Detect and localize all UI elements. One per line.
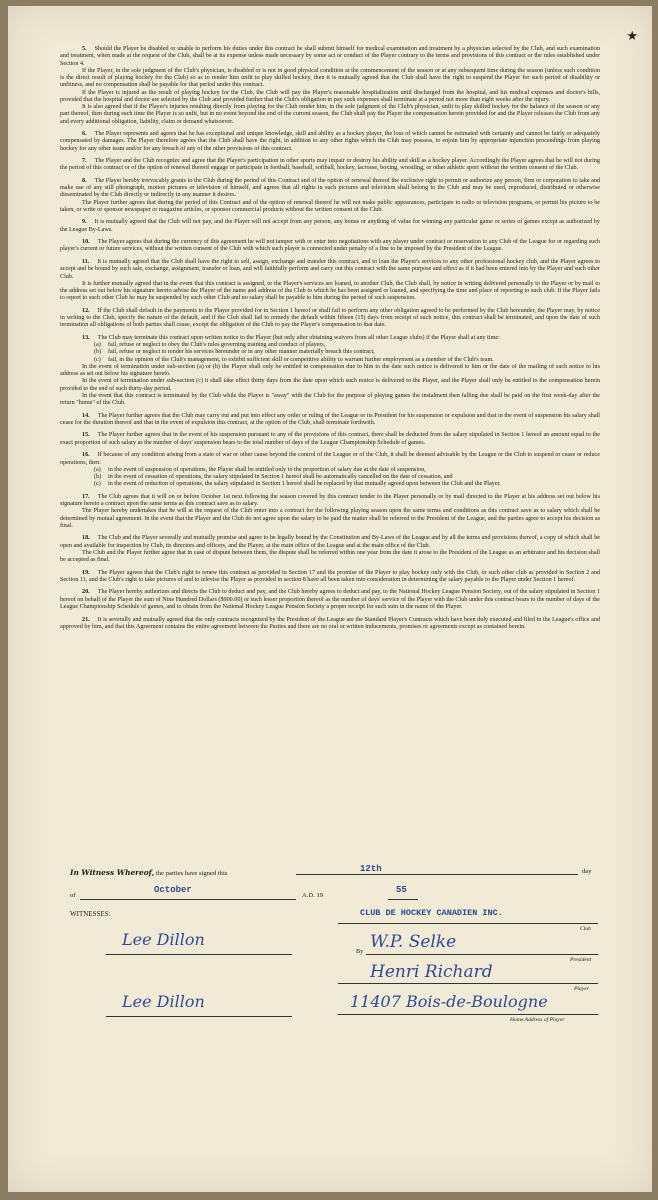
witness-signature-1: Lee Dillon	[122, 930, 205, 949]
section-paragraph	[60, 281, 600, 303]
sub-item	[60, 349, 600, 356]
section-text: The Player hereby irrevocably grants to the Club during the period of this Contract and of the option of renewal thereof the exclusive right to permit or authorize any person, firm or corporation to take and make use of any still photograph, motion pictures or television of himself, and agrees that all rights in such pictures and television shall belong to the Club and may be used, reproduced, distributed or otherwise disseminated by the Club directly or indirectly in any manner it desires.	[60, 177, 600, 199]
year-value: 55	[396, 885, 407, 895]
section-paragraph	[60, 364, 600, 379]
sub-item-text: fail, refuse or neglect to render his services hereunder or in any other manner materially breach this contract,	[108, 349, 375, 356]
sub-item-label: (a)	[94, 466, 101, 473]
in-witness-text: the parties have signed this	[155, 870, 228, 877]
section-11	[60, 432, 600, 447]
section-number: 16.	[82, 452, 90, 459]
section-text: The Club and the Player further agree that in case of dispute between them, the dispute shall be referred within one year from the date it arose to the President of the League as an arbitrator and his decision shall be accepted as final.	[60, 549, 600, 564]
player-label: Player	[574, 986, 589, 992]
section-number: 8.	[82, 177, 87, 184]
section-1	[60, 46, 600, 126]
section-10	[60, 413, 600, 428]
ad-label: A.D. 19	[302, 892, 324, 899]
section-paragraph	[60, 589, 600, 611]
section-number: 10.	[82, 239, 90, 246]
section-text: The Player further agrees that in the event of his suspension pursuant to any of the provisions of this contract, there shall be deducted from the salary stipulated in Section 1 hereof an amount equal to the exact proportion of such salary as the number of days' suspension bears to the total number of days of the League Championship Schedule of games.	[60, 432, 600, 446]
section-text: The Player represents and agrees that he has exceptional and unique knowledge, skill and ability as a hockey player, the loss of which cannot be estimated with certainty and cannot be fairly or adequately compensated by damages. The Player therefore agrees that the Club shall have the right, in addition to any other rights which the Club may possess, to enjoin him by appropriate injunction proceedings from playing hockey for any other team and/or for any breach of any of the other provisions of this contract.	[60, 131, 600, 152]
section-paragraph	[60, 46, 600, 68]
section-text: If the Club shall default in the payments to the Player provided for in Section 1 hereof or shall fail to perform any other obligation agreed to be performed by the Club hereunder, the Player may, by notice in writing to the Club, specify the nature of the default, and if the Club shall fail to remedy the default within fifteen (15) days from receipt of such notice, this contract shall be terminated, and upon the date of such termination all obligations of both parties shall cease, except the obligation of the Club to pay the Player's compensation to that date.	[60, 307, 600, 329]
section-text: It is mutually agreed that the Club will not pay, and the Player will not accept from any person, any bonus or anything of value for winning any particular game or series of games except as authorized by the League By-Laws.	[60, 219, 600, 233]
sub-items	[60, 342, 600, 364]
player-line	[338, 983, 598, 984]
section-paragraph	[60, 178, 600, 200]
sub-item-text: fail, in the opinion of the Club's management, to exhibit sufficient skill or competitive ability to warrant further employment as a member of the Club's team.	[108, 356, 494, 363]
club-label: Club	[580, 926, 591, 932]
section-paragraph	[60, 200, 600, 215]
address-line	[338, 1014, 598, 1015]
section-6	[60, 239, 600, 254]
sub-item	[60, 481, 600, 488]
section-8	[60, 308, 600, 330]
of-label: of	[70, 892, 76, 899]
section-text: The Club agrees that it will on or before October 1st next following the season covered by this contract tender to the Player personally or by mail directed to the Player at his address set out below his signature hereto a contract upon the same terms as this contract save as to salary.	[60, 493, 600, 508]
address-signature: 11407 Bois-de-Boulogne	[350, 992, 548, 1011]
sub-item	[60, 357, 600, 364]
witness-line-2	[106, 1016, 292, 1017]
section-text: The Player hereby undertakes that he will at the request of the Club enter into a contract for the following playing season upon the same terms and conditions as this contract save as to salary which shall be determined by mutual agreement. In the event that the Player and the Club do not agree upon the salary to be paid the matter shall be referred to the President of the League, and the parties agree to accept his decision as final.	[60, 508, 600, 529]
month-value: October	[154, 885, 192, 895]
sub-item-label: (b)	[94, 474, 102, 481]
section-number: 14.	[82, 412, 90, 419]
section-5	[60, 219, 600, 234]
day-line	[296, 874, 578, 875]
section-paragraph	[60, 68, 600, 90]
section-text: The Player hereby authorizes and directs the Club to deduct and pay, and the Club hereby agrees to deduct and pay, to the National Hockey League Pension Society, out of the salary stipulated in Section 1 hereof on behalf of the Player the sum of Nine Hundred Dollars ($900.00) or such lesser proportion thereof as the number of days' service of the Player with the Club under this contract bears to the number of days of the League Championship Schedule of games, and to obtain from the National Hockey League Pension Society a proper receipt for such sum in the name of the Player.	[60, 589, 600, 610]
section-number: 17.	[82, 493, 90, 500]
sub-item-text: in the event of suspension of operations, the Player shall be entitled only to the proportion of salary due at the date of suspension,	[108, 466, 426, 473]
section-16	[60, 589, 600, 611]
section-paragraph	[60, 259, 600, 281]
section-text: If because of any condition arising from a state of war or other cause beyond the control of the League or of the Club, it shall be deemed advisable by the League or the Club to suspend or cease or reduce operations, then:	[60, 452, 600, 466]
sub-item-text: in the event of reduction of operations, the salary stipulated in Section 1 hereof shall be replaced by that mutually agreed upon between the Club and the Player.	[108, 481, 501, 488]
section-number: 18.	[82, 535, 90, 542]
section-number: 15.	[82, 432, 90, 439]
section-paragraph	[60, 535, 600, 550]
day-value: 12th	[360, 864, 382, 874]
month-line	[80, 899, 296, 900]
section-text: In the event that this contract is terminated by the Club while the Player is "away" with the Club for the purpose of playing games the instalment then falling due shall be paid on the first week-day after the return "home" of the Club.	[60, 392, 600, 407]
section-text: In the event of termination under sub-section (a) or (b) the Player shall only be entitled to compensation due to him to the date such notice is delivered to him or the date of the mailing of such notice to his address as set out below his signature hereto.	[60, 363, 600, 378]
section-text: In the event of termination under sub-section (c) it shall take effect thirty days from the date upon which such notice is delivered to the Player, and the Player shall only be entitled to the compensation herein provided to the end of such thirty-day period.	[60, 378, 600, 392]
section-14	[60, 535, 600, 564]
witness-line-1	[106, 954, 292, 955]
president-label: President	[570, 957, 592, 963]
section-paragraph	[60, 570, 600, 585]
section-9	[60, 335, 600, 408]
section-17	[60, 617, 600, 632]
section-text: The Player and the Club recognize and agree that the Player's participation in other sports may impair or destroy his ability and skill as a hockey player. Accordingly the Player agrees that he will not during the period of this contract or of the option of renewal thereof engage or participate in football, baseball, softball, hockey, lacrosse, boxing, wrestling, or other athletic sport without the written consent of the Club.	[60, 158, 600, 172]
sub-items	[60, 467, 600, 489]
section-paragraph	[60, 131, 600, 153]
section-text: The Club and the Player severally and mutually promise and agree to be legally bound by the Constitution and By-Laws of the League and by all the terms and provisions thereof, a copy of which shall be open and available for inspection by Club, its directors and officers, and the Player, at the main office of the League and at the main office of the Club.	[60, 535, 600, 549]
section-15	[60, 570, 600, 585]
section-paragraph	[60, 494, 600, 509]
section-text: The Player further agrees that during the period of this Contract and of the option of renewal thereof he will not make public appearances, participate in radio or television programs, or permit his picture to be taken, or write or sponsor newspaper or magazine articles, or sponsor commercial products without the written consent of the Club.	[60, 199, 600, 213]
president-signature: W.P. Selke	[370, 932, 457, 952]
section-13	[60, 494, 600, 530]
president-line	[366, 954, 598, 955]
section-text: It is further mutually agreed that in the event that this contract is assigned, or the Player's services are loaned, to another Club, the Club shall, by notice in writing delivered personally to the Player or by mail to the address set out below his signature hereto advise the Player of the name and address of the Club to which he has been assigned or loaned, and specifying the time and place of reporting to such club. If the Player fails to report to such other Club he may be suspended by such other Club and no salary shall be payable to him during the period of such suspension.	[60, 280, 600, 302]
section-2	[60, 131, 600, 153]
section-paragraph	[60, 239, 600, 254]
section-12	[60, 452, 600, 488]
address-label: Home Address of Player	[510, 1017, 565, 1023]
section-text: Should the Player be disabled or unable to perform his duties under this contract he shall submit himself for medical examination and treatment by a physician selected by the Club, and such examination and treatment, when made at the request of the Club, shall be at its expense unless made necessary by some act or conduct of the Player contrary to the terms and provisions of this contract or the rules established under Section 4.	[60, 46, 600, 67]
section-paragraph	[60, 432, 600, 447]
section-number: 5.	[82, 46, 87, 52]
section-paragraph	[60, 550, 600, 565]
section-text: The Player agrees that during the currency of this agreement he will not tamper with or enter into negotiations with any player under contract or reservation to any Club of the League for or regarding such player's current or future services, without the written consent of the Club with which such player is connected under penalty of a fine to be imposed by the President of the League.	[60, 239, 600, 253]
section-text: The Player further agrees that the Club may carry out and put into effect any order or ruling of the League or its President for his suspension or expulsion and that in the event of suspension his salary shall cease for the duration thereof and that in the event of expulsion this contract, at the option of the Club, shall terminate forthwith.	[60, 412, 600, 426]
contract-page	[8, 6, 652, 1192]
star-mark: ★	[626, 28, 638, 43]
sub-item-text: fail, refuse or neglect to obey the Club's rules governing training and conduct of players,	[108, 342, 326, 349]
section-4	[60, 178, 600, 214]
section-paragraph	[60, 104, 600, 126]
section-number: 7.	[82, 158, 87, 165]
club-line	[338, 923, 598, 924]
year-line	[388, 899, 418, 900]
section-text: It is severally and mutually agreed that the only contracts recognized by the President of the League are the Standard Player's Contracts which have been duly executed and filed in the League's office and approved by him, and that this Agreement contains the entire agreement between the Parties and there are no oral or written inducements, promises or agreements except as contained herein.	[60, 616, 600, 630]
sub-item-label: (c)	[94, 356, 101, 363]
witnesses-label: WITNESSES:	[70, 910, 111, 918]
contract-clauses	[60, 46, 600, 636]
sub-item-label: (c)	[94, 481, 101, 488]
section-3	[60, 158, 600, 173]
section-paragraph	[60, 158, 600, 173]
section-paragraph	[60, 393, 600, 408]
section-paragraph	[60, 617, 600, 632]
section-paragraph	[60, 508, 600, 530]
sub-item-label: (a)	[94, 342, 101, 349]
section-text: The Player agrees that the Club's right to renew this contract as provided in Section 17 and the promise of the Player to play hockey only with the Club, or such other club as provided in Section 2 and Section 11, and the Club's right to take pictures of and to televise the Player as provided in section 8 have all been taken into consideration in determining the salary payable to the Player under Section 1 hereof.	[60, 569, 600, 583]
section-paragraph	[60, 308, 600, 330]
player-signature: Henri Richard	[370, 962, 493, 982]
section-number: 19.	[82, 569, 90, 576]
section-text: It is mutually agreed that the Club shall have the right to sell, assign, exchange and transfer this contract, and to loan the Player's services to any other professional hockey club, and the Player agrees to accept and be bound by such sale, exchange, assignment, transfer or loan, and will faithfully perform and carry out this contract with the same purpose and effect as if it had been entered into by the Player and such other Club.	[60, 259, 600, 280]
section-number: 12.	[82, 307, 90, 314]
section-text: The Club may terminate this contract upon written notice to the Player (but only after obtaining waivers from all other League clubs) if the Player shall at any time:	[97, 334, 500, 341]
section-number: 6.	[82, 131, 87, 138]
section-number: 21.	[82, 616, 90, 623]
by-label: By	[356, 948, 364, 955]
in-witness-heading: In Witness Whereof,	[70, 868, 155, 877]
club-name: CLUB DE HOCKEY CANADIEN INC.	[360, 908, 503, 918]
day-label: day	[582, 868, 592, 875]
section-paragraph	[60, 90, 600, 105]
section-text: It is also agreed that if the Player's injuries resulting directly from playing for the Club render him, in the sole judgment of the Club's physician, unfit to play skilled hockey for the balance of the season or any part thereof, then during such time the Player is so unfit, but in no event beyond the end of the current season, the Club shall pay the Player the compensation herein provided for and the Player releases the Club from any and every additional obligation, liability, claim or demand whatsoever.	[60, 104, 600, 125]
section-paragraph	[60, 378, 600, 393]
sub-item	[60, 467, 600, 474]
witness-signature-2: Lee Dillon	[122, 992, 205, 1011]
section-paragraph	[60, 413, 600, 428]
section-paragraph	[60, 452, 600, 467]
sub-item-text: in the event of cessation of operations, the salary stipulated in Section 1 hereof shall be automatically cancelled on the date of cessation, and	[108, 474, 453, 481]
section-number: 20.	[82, 589, 90, 596]
section-paragraph	[60, 219, 600, 234]
section-7	[60, 259, 600, 303]
sub-item-label: (b)	[94, 349, 102, 356]
section-number: 13.	[82, 334, 90, 341]
section-text: If the Player is injured as the result of playing hockey for the Club, the Club will pay the Player's reasonable hospitalization until discharged from the hospital, and his medical expenses and doctor's bills, provided that the hospital and doctor are selected by the Club and provided further that the Club's obligation to pay such expenses shall terminate at a period not more than eight weeks after the injury.	[60, 89, 600, 103]
section-number: 9.	[82, 219, 87, 226]
section-number: 11.	[82, 259, 90, 266]
section-text: If the Player, in the sole judgment of the Club's physician, is disabled or is not in good physical condition at the commencement of the season or at any subsequent time during the season (unless such condition is the direct result of playing hockey for the Club) so as to render him unfit to play skilled hockey, then it is mutually agreed that the Club shall have the right to suspend the Player for such period of disability or unfitness, and no compensation shall be payable for that period under this contract.	[60, 67, 600, 89]
